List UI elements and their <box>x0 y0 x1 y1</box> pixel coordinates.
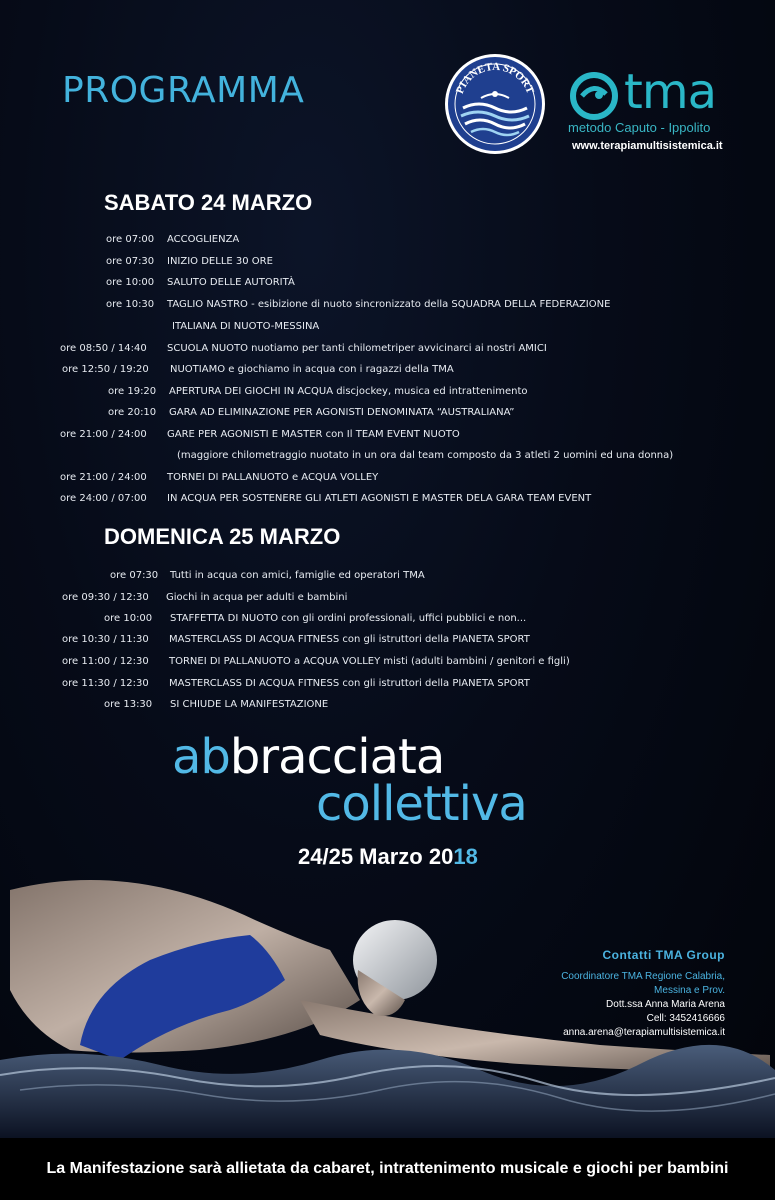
footer-bar <box>0 1138 775 1200</box>
tma-logo <box>566 64 736 160</box>
schedule-row: ore 10:30 TAGLIO NASTRO - esibizione di nuoto sincronizzato della SQUADRA DELLA FEDERAZIONE <box>106 299 611 310</box>
tma-website[interactable]: www.terapiamultisistemica.it <box>572 140 723 152</box>
tma-wordmark: tma <box>624 64 716 120</box>
schedule-row: ore 10:00 SALUTO DELLE AUTORITÀ <box>106 277 295 288</box>
contact-role-1: Coordinatore TMA Regione Calabria, <box>561 971 725 982</box>
schedule-row: ore 10:00 STAFFETTA DI NUOTO con gli ordini professionali, uffici pubblici e non... <box>104 613 527 624</box>
schedule-row: ore 13:30 SI CHIUDE LA MANIFESTAZIONE <box>104 699 329 710</box>
schedule-row: ore 08:50 / 14:40 SCUOLA NUOTO nuotiamo per tanti chilometriper avvicinarci ai nostri AMICI <box>60 343 547 354</box>
schedule-row: ore 12:50 / 19:20 NUOTIAMO e giochiamo in acqua con i ragazzi della TMA <box>62 364 454 375</box>
contacts-block <box>561 948 725 1040</box>
contact-phone[interactable]: Cell: 3452416666 <box>646 1013 725 1024</box>
contact-name: Dott.ssa Anna Maria Arena <box>606 999 725 1010</box>
headline-line-1 <box>172 729 445 785</box>
event-date: 24/25 Marzo 2018 <box>298 844 478 869</box>
headline-part-ab: ab <box>172 729 230 785</box>
schedule-row: ore 21:00 / 24:00 TORNEI DI PALLANUOTO e ACQUA VOLLEY <box>60 472 379 483</box>
schedule-row: ore 07:30 INIZIO DELLE 30 ORE <box>106 256 273 267</box>
headline-part-bracciata: bracciata <box>229 729 445 785</box>
tma-subtitle: metodo Caputo - Ippolito <box>568 120 711 135</box>
schedule-row: ore 11:30 / 12:30 MASTERCLASS DI ACQUA FITNESS con gli istruttori della PIANETA SPORT <box>62 678 530 689</box>
headline-line-2: collettiva <box>316 776 527 832</box>
contact-role-2: Messina e Prov. <box>654 985 725 996</box>
photo-credit <box>0 880 14 940</box>
schedule-row-continued: ITALIANA DI NUOTO-MESSINA <box>172 321 320 332</box>
saturday-heading: SABATO 24 MARZO <box>104 190 313 215</box>
schedule-row: ore 24:00 / 07:00 IN ACQUA PER SOSTENERE GLI ATLETI AGONISTI E MASTER DELA GARA TEAM EVENT <box>60 493 592 504</box>
tma-swirl-icon <box>568 70 628 120</box>
contact-email[interactable]: anna.arena@terapiamultisistemica.it <box>563 1027 725 1038</box>
pianeta-sport-name: PIANETA SPORT <box>453 60 537 96</box>
sunday-heading: DOMENICA 25 MARZO <box>104 524 341 549</box>
schedule-row: ore 07:30 Tutti in acqua con amici, famiglie ed operatori TMA <box>110 570 425 581</box>
schedule-row: ore 07:00 ACCOGLIENZA <box>106 234 240 245</box>
footer-text: La Manifestazione sarà allietata da cabaret, intrattenimento musicale e giochi per bambini <box>46 1160 729 1177</box>
schedule-row: ore 09:30 / 12:30 Giochi in acqua per adulti e bambini <box>62 592 348 603</box>
schedule-row: ore 20:10 GARA AD ELIMINAZIONE PER AGONISTI DENOMINATA “AUSTRALIANA” <box>108 407 515 418</box>
schedule-row: ore 19:20 APERTURA DEI GIOCHI IN ACQUA discjockey, musica ed intrattenimento <box>108 386 528 397</box>
schedule-row: ore 21:00 / 24:00 GARE PER AGONISTI E MASTER con Il TEAM EVENT NUOTO <box>60 429 460 440</box>
pianeta-sport-logo <box>443 52 547 156</box>
page-title: PROGRAMMA <box>62 70 305 111</box>
schedule-row: ore 10:30 / 11:30 MASTERCLASS DI ACQUA FITNESS con gli istruttori della PIANETA SPORT <box>62 634 530 645</box>
schedule-row: ore 11:00 / 12:30 TORNEI DI PALLANUOTO a ACQUA VOLLEY misti (adulti bambini / genitori e figli) <box>62 656 570 667</box>
schedule-row-continued: (maggiore chilometraggio nuotato in un ora dal team composto da 3 atleti 2 uomini ed una donna) <box>177 450 674 461</box>
contacts-heading: Contatti TMA Group <box>602 948 725 962</box>
